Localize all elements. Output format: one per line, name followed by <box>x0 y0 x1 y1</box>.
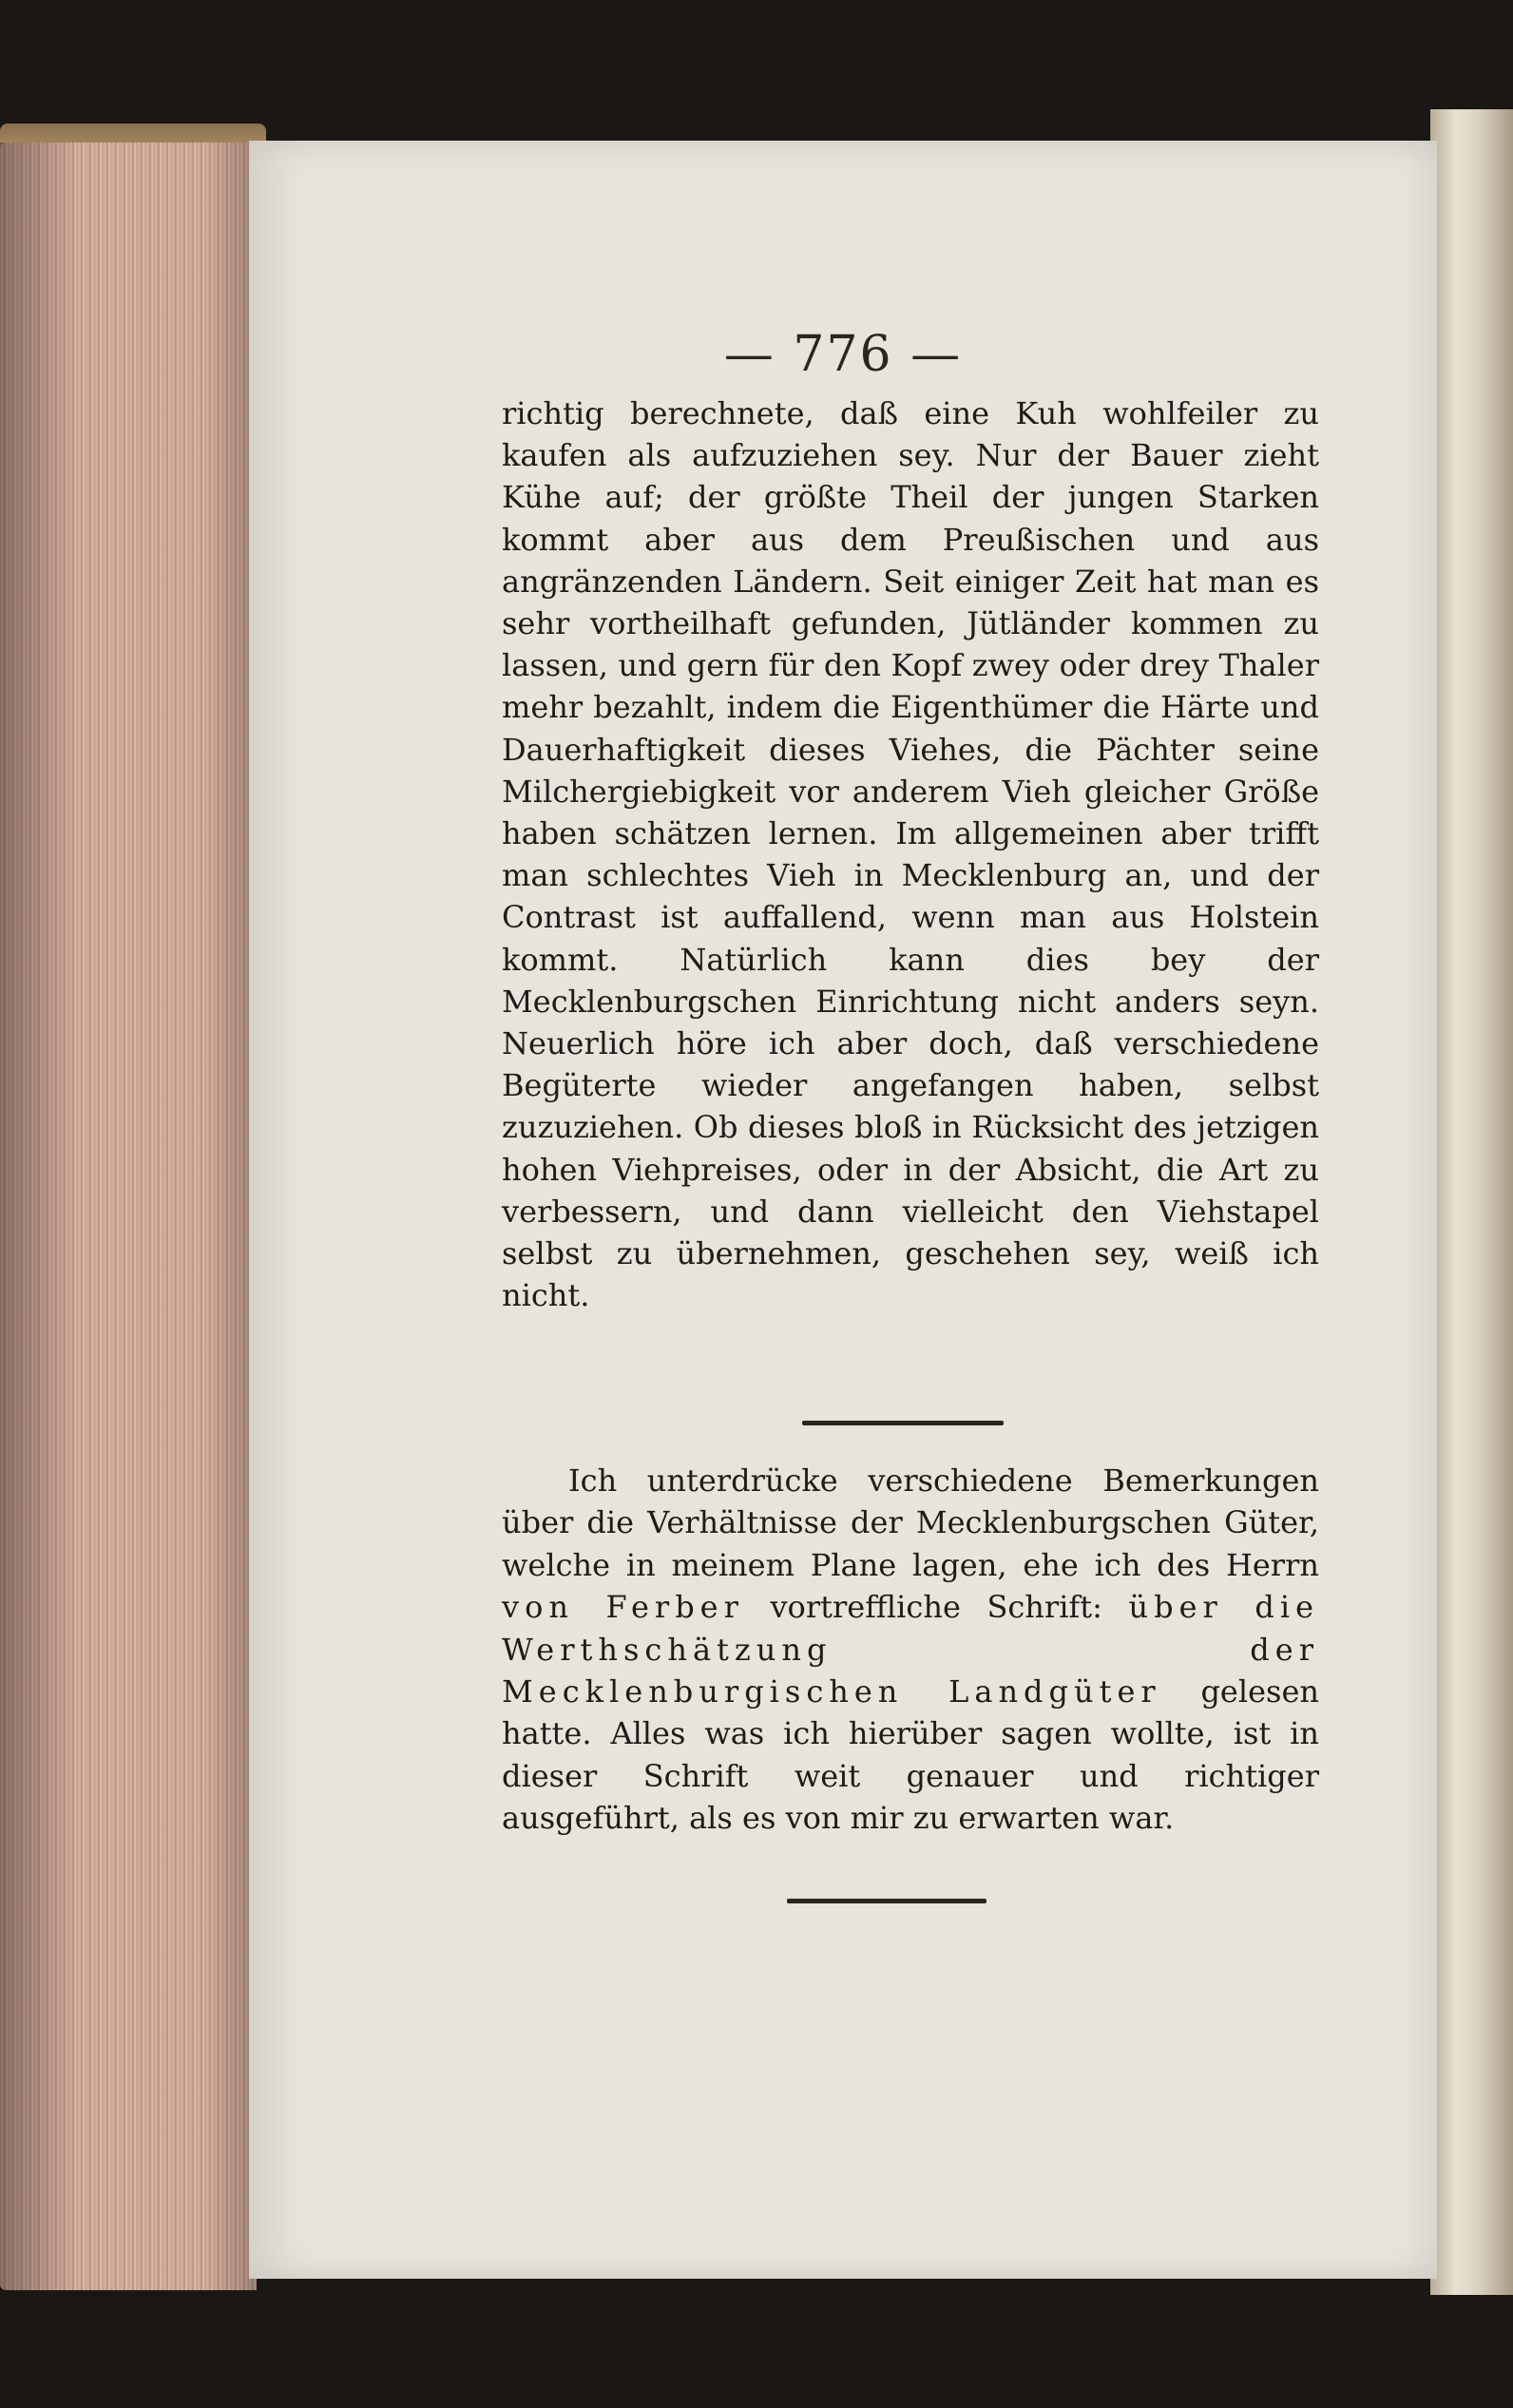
paragraph-2-part-c: gelesen hatte. Alles was ich hierüber sagen wollte, ist in dieser Schrift weit genauer und richtiger ausgeführt, als es von mir zu erwarten war. <box>502 1673 1320 1837</box>
author-name: von Ferber <box>502 1589 744 1626</box>
book-title: über die Werthschätzung der Mecklenburgischen Landgüter <box>502 1589 1320 1710</box>
paragraph-2-part-b: vortreffliche Schrift: <box>743 1589 1129 1626</box>
section-divider-2 <box>787 1899 986 1903</box>
paragraph-1: richtig berechnete, daß eine Kuh wohlfeiler zu kaufen als aufzuziehen sey. Nur der Bauer zieht Kühe auf; der größte Theil der jungen Starken kommt aber aus dem Preußischen und aus angränzenden Ländern. Seit einiger Zeit hat man es sehr vortheilhaft gefunden, Jütländer kommen zu lassen, und gern für den Kopf zwey oder drey Thaler mehr bezahlt, indem die Eigenthümer die Härte und Dauerhaftigkeit dieses Viehes, die Pächter seine Milchergiebigkeit vor anderem Vieh gleicher Größe haben schätzen lernen. Im allgemeinen aber trifft man schlechtes Vieh in Mecklenburg an, und der Contrast ist auffallend, wenn man aus Holstein kommt. Natürlich kann dies bey der Mecklenburgschen Einrichtung nicht anders seyn. Neuerlich höre ich aber doch, daß verschiedene Begüterte wieder angefangen haben, selbst zuzuziehen. Ob dieses bloß in Rücksicht des jetzigen hohen Viehpreises, oder in der Absicht, die Art zu verbessern, und dann vielleicht den Viehstapel selbst zu übernehmen, geschehen sey, weiß ich nicht. <box>502 395 1319 1314</box>
text-block-1 <box>502 392 1319 1316</box>
page-number: — 776 — <box>723 326 963 383</box>
section-divider-1 <box>802 1421 1004 1425</box>
facing-page-edge <box>1430 109 1513 2295</box>
paragraph-2-part-a: Ich unterdrücke verschiedene Bemerkungen über die Verhältnisse der Mecklenburgschen Güter, welche in meinem Plane lagen, ehe ich des Herrn <box>502 1462 1319 1583</box>
page-edges-shadow <box>0 143 257 2290</box>
book-page <box>249 141 1437 2279</box>
paragraph-2 <box>502 1460 1319 1840</box>
